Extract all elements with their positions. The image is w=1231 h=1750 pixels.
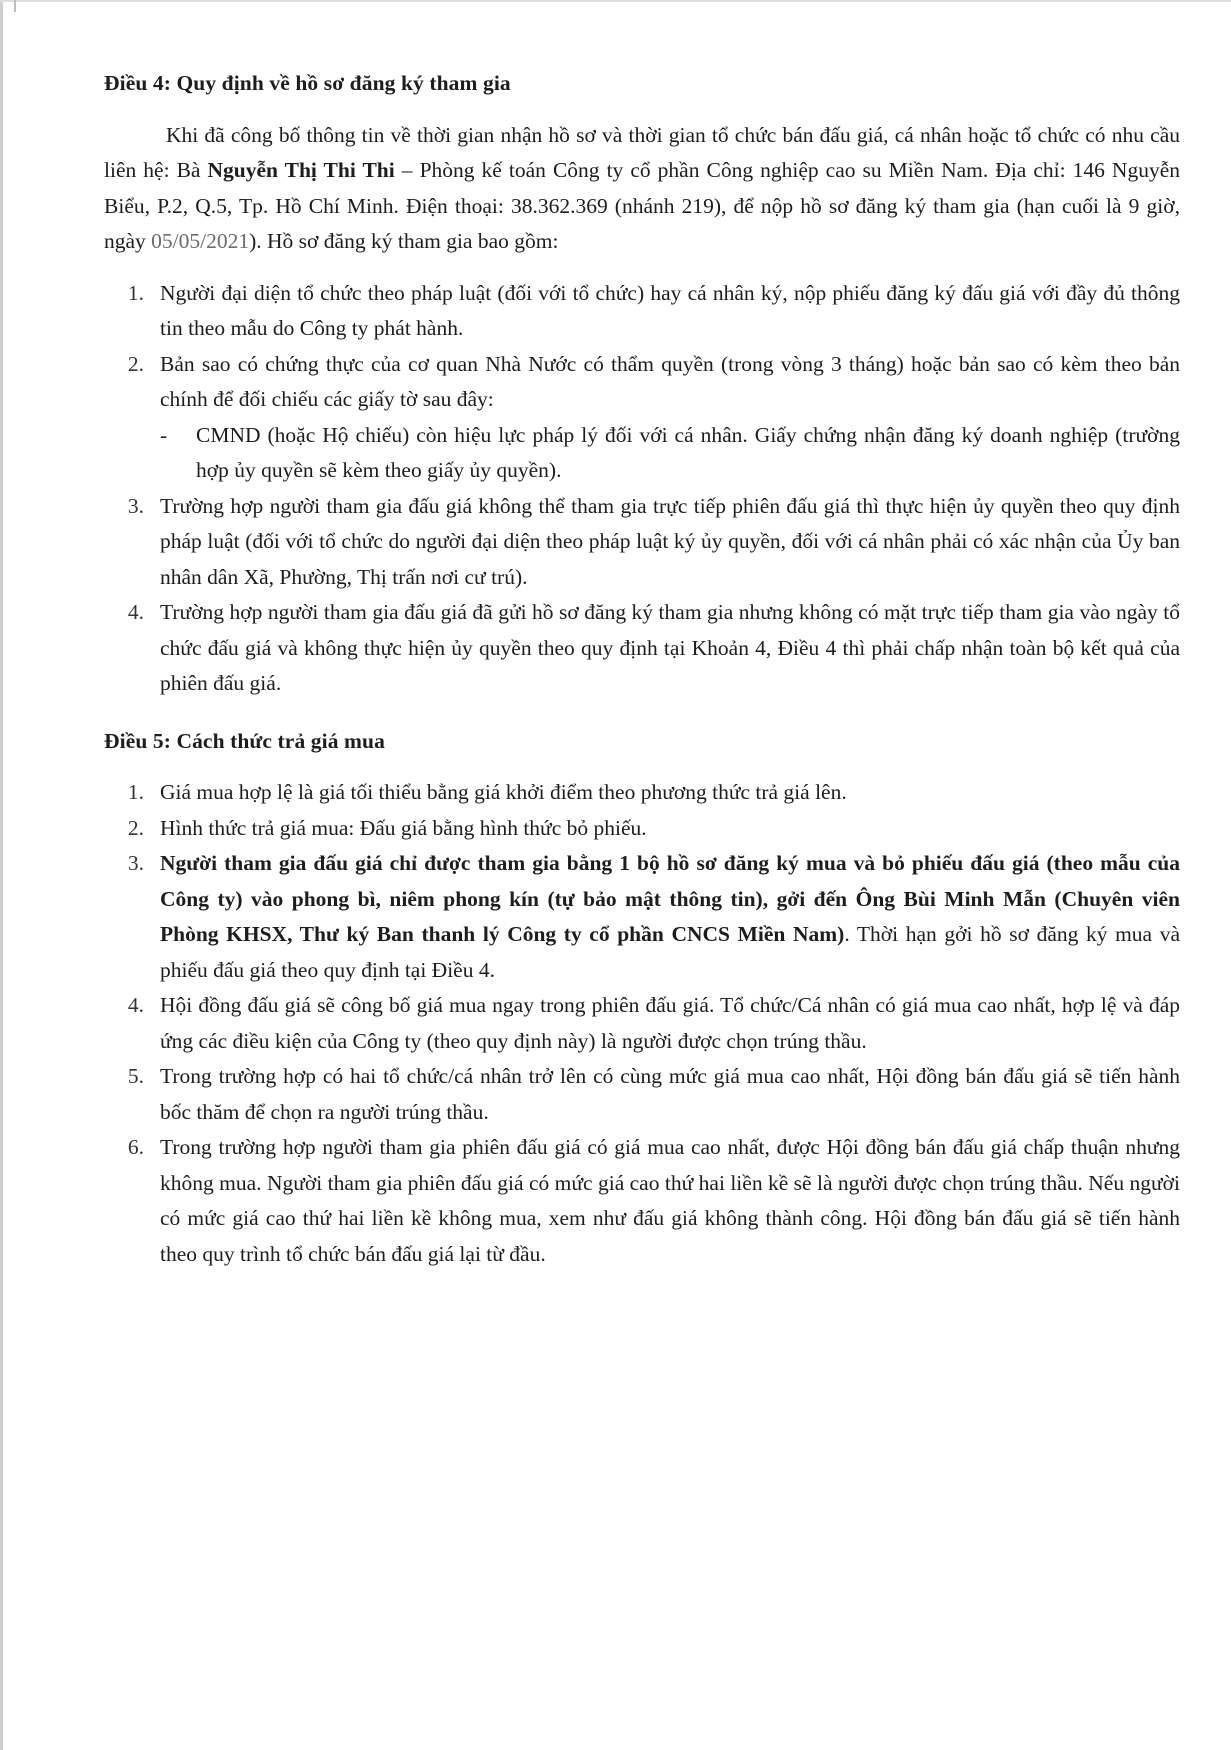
scan-mark: [14, 0, 16, 12]
list-item: [104, 1059, 1180, 1130]
contact-name: Nguyễn Thị Thi Thi: [207, 158, 395, 182]
item-text: Bản sao có chứng thực của cơ quan Nhà Nước có thẩm quyền (trong vòng 3 tháng) hoặc bản sao có kèm theo bản chính để đối chiếu các giấy tờ sau đây:: [160, 351, 1180, 411]
article-4-intro: [104, 118, 1180, 260]
dash-bullet: -: [160, 422, 168, 447]
list-item: [104, 276, 1180, 347]
item-number: 4.: [127, 993, 144, 1017]
item-number: 1.: [127, 780, 144, 804]
list-item: [104, 595, 1180, 702]
item-text: Trong trường hợp có hai tổ chức/cá nhân trở lên có cùng mức giá mua cao nhất, Hội đồng bán đấu giá sẽ tiến hành bốc thăm để chọn ra người trúng thầu.: [160, 1064, 1180, 1124]
article-4-list: [104, 276, 1180, 702]
article-5-list: [104, 775, 1180, 1272]
item-text: Hình thức trả giá mua: Đấu giá bằng hình thức bỏ phiếu.: [160, 815, 647, 840]
list-item: [104, 489, 1180, 596]
list-item: [104, 775, 1180, 811]
list-item: [104, 988, 1180, 1059]
article-4-heading: Điều 4: Quy định về hồ sơ đăng ký tham gia: [104, 71, 511, 95]
item-text: . Thời hạn gởi hồ sơ đăng ký mua và phiếu đấu giá theo quy định tại Điều 4.: [160, 922, 1181, 982]
scan-edge-top: [0, 0, 1231, 2]
item-number: 2.: [127, 815, 144, 840]
item-text: Hội đồng đấu giá sẽ công bố giá mua ngay trong phiên đấu giá. Tổ chức/Cá nhân có giá mua cao nhất, hợp lệ và đáp ứng các điều kiện của Công ty (theo quy định này) là người được chọn trúng thầu.: [160, 993, 1180, 1053]
item-text: Trường hợp người tham gia đấu giá đã gửi hồ sơ đăng ký tham gia nhưng không có mặt trực tiếp tham gia vào ngày tổ chức đấu giá và không thực hiện ủy quyền theo quy định tại Khoản 4, Điều 4 thì phải chấp nhận toàn bộ kết quả của phiên đấu giá.: [160, 600, 1180, 695]
item-number: 4.: [127, 600, 144, 624]
item-bold-text: Người tham gia đấu giá chỉ được tham gia bằng 1 bộ hồ sơ đăng ký mua và bỏ phiếu đấu giá (theo mẫu của Công ty) vào phong bì, niêm phong kín (tự bảo mật thông tin), gởi đến Ông Bùi Minh Mẫn (Chuyên viên Phòng KHSX, Thư ký Ban thanh lý Công ty cổ phần CNCS Miền Nam): [160, 851, 1180, 946]
item-number: 6.: [127, 1135, 144, 1159]
item-body: [160, 846, 1180, 988]
scan-edge-left: [0, 0, 3, 1750]
item-body: [160, 347, 1180, 489]
intro-text-1: Khi đã công bố thông tin về thời gian nhận hồ sơ và thời gian tổ chức bán đấu giá, cá nhân hoặc tổ chức có nhu cầu liên hệ: Bà: [104, 122, 1180, 182]
list-item: [104, 811, 1180, 847]
intro-text-2: – Phòng kế toán Công ty cổ phần Công nghiệp cao su Miền Nam. Địa chỉ: 146 Nguyễn Biểu, P.2, Q.5, Tp. Hồ Chí Minh. Điện thoại: 38.362.369 (nhánh 219), để nộp hồ sơ đăng ký tham gia (hạn cuối là 9 giờ, ngày: [104, 158, 1180, 253]
list-item: [104, 347, 1180, 489]
item-number: 2.: [127, 351, 144, 376]
item-number: 3.: [127, 851, 144, 875]
item-number: 5.: [127, 1064, 144, 1088]
list-item: [104, 1130, 1180, 1272]
deadline-date: 05/05/2021: [151, 229, 250, 253]
item-text: Người đại diện tổ chức theo pháp luật (đối với tổ chức) hay cá nhân ký, nộp phiếu đăng ký đấu giá với đầy đủ thông tin theo mẫu do Công ty phát hành.: [160, 280, 1180, 340]
sub-item: [160, 418, 1180, 489]
list-item: [104, 846, 1180, 988]
article-5-heading: Điều 5: Cách thức trả giá mua: [104, 728, 385, 753]
item-text: Giá mua hợp lệ là giá tối thiểu bằng giá khởi điểm theo phương thức trả giá lên.: [160, 780, 847, 804]
document-page: [104, 66, 1180, 1272]
item-text: Trường hợp người tham gia đấu giá không thể tham gia trực tiếp phiên đấu giá thì thực hiện ủy quyền theo quy định pháp luật (đối với tổ chức do người đại diện theo pháp luật ký ủy quyền, đối với cá nhân phải có xác nhận của Ủy ban nhân dân Xã, Phường, Thị trấn nơi cư trú).: [160, 493, 1180, 589]
item-text: Trong trường hợp người tham gia phiên đấu giá có giá mua cao nhất, được Hội đồng bán đấu giá chấp thuận nhưng không mua. Người tham gia phiên đấu giá có mức giá cao thứ hai liền kề sẽ là người được chọn trúng thầu. Nếu người có mức giá cao thứ hai liền kề không mua, xem như đấu giá không thành công. Hội đồng bán đấu giá sẽ tiến hành theo quy trình tổ chức bán đấu giá lại từ đầu.: [160, 1135, 1180, 1266]
intro-text-3: ). Hồ sơ đăng ký tham gia bao gồm:: [249, 229, 559, 253]
item-number: 1.: [127, 280, 144, 305]
sub-item-text: CMND (hoặc Hộ chiếu) còn hiệu lực pháp lý đối với cá nhân. Giấy chứng nhận đăng ký doanh nghiệp (trường hợp ủy quyền sẽ kèm theo giấy ủy quyền).: [196, 422, 1180, 482]
item-number: 3.: [127, 493, 144, 518]
